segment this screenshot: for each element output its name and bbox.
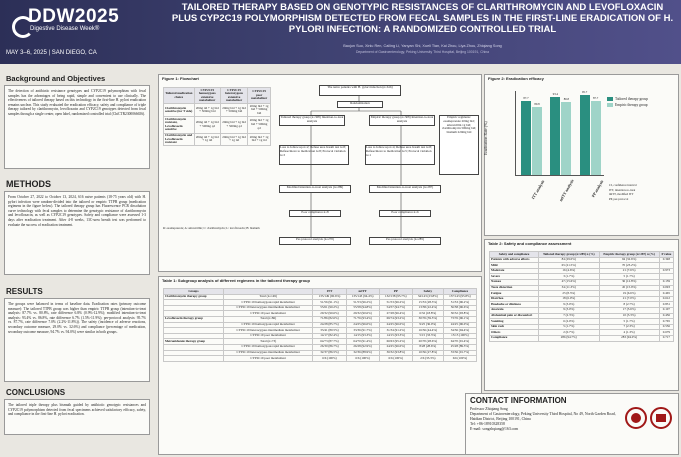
medication-cell: Clarithromycin and Levofloxacin resistant: [165, 133, 193, 145]
safety-cell: 34 (11.3%): [539, 285, 599, 291]
ddw-swirl-icon: [12, 16, 34, 38]
left-column: [4, 74, 150, 435]
subgroup-cell: 60/63 (95.2%): [379, 339, 412, 345]
contact-line: Department of Gastroenterology, Peking University Third Hospital, No 49, North Garden Road, Haidian District, Beijing 100191, China: [470, 412, 616, 421]
medication-cell: Clarithromycin resistant, Levofloxacin sensitive: [164, 117, 195, 133]
subgroup-cell: 10/36 (27.8%): [412, 350, 443, 356]
flow-arrows: [159, 75, 481, 271]
subgroup-row: [164, 356, 477, 362]
medication-cell: 20mg bid + 1g bid + 1g tid: [248, 133, 271, 146]
subgroup-cell: 6/6 (100%): [346, 356, 379, 362]
flow-empiric-compliance: Poor compliance n=6: [379, 210, 431, 217]
chart-bar-label: 86.8: [563, 97, 569, 102]
subgroup-cell: 6/6 (100%): [443, 356, 476, 362]
safety-cell: 84 (29.0%): [539, 257, 599, 263]
contact-line: Tel: +86-18910328358: [470, 422, 505, 426]
subgroup-table: [163, 288, 477, 362]
safety-cell: 5 (1.7%): [599, 319, 659, 325]
safety-cell: 36 (12.8%): [599, 279, 659, 285]
safety-cell: Taste distortion: [490, 285, 539, 291]
chart-legend-label: Empiric therapy group: [615, 103, 648, 107]
subgroup-cell: 24/25 (96.0%): [379, 344, 412, 350]
subgroup-cell: 15/15 (100%): [443, 333, 476, 339]
chart-legend-item: [607, 97, 677, 101]
medication-cell: 20mg bid + 1g bid + 500mg qd: [248, 117, 271, 133]
subgroup-cell: 30/76 (39.5%): [412, 316, 443, 322]
subgroup-cell: 5/15 (33.3%): [412, 333, 443, 339]
subgroup-cell: 135/149 (90.6%): [313, 294, 346, 300]
safety-cell: 0.679: [659, 330, 673, 336]
flow-enrolled: The naive patients with H. pylori infection (n=616): [319, 85, 401, 96]
chart-x-tick-label: mITT analysis: [558, 178, 576, 203]
subgroup-cell: 30/32 (93.8%): [379, 350, 412, 356]
logo-subtitle: Digestive Disease Week®: [30, 26, 100, 32]
safety-cell: 10 (3.3%): [599, 313, 659, 319]
flow-tailored-itt: Tailored therapy group (n=308) Intention-to-treat analysis: [279, 115, 345, 126]
safety-cell: Nausea: [490, 279, 539, 285]
subgroup-header-cell: Groups: [164, 289, 224, 295]
subgroup-cell: 13/58 (22.4%): [412, 305, 443, 311]
medication-header-cell: CYP2C19 poor metabolizer: [248, 88, 271, 104]
subgroup-cell: CYP2C19 homozygous rapid metabolizer: [223, 300, 313, 306]
subgroup-cell: 71/76 (93.4%): [346, 316, 379, 322]
flow-tailored-loss: Loss to follow-up n=2; Refuse urea breath test n=8; Refuse/move to medication n=8; Protocol violation n=3: [279, 145, 349, 165]
safety-cell: 0.465: [659, 291, 673, 297]
subgroup-cell: 33/41 (80.5%): [313, 328, 346, 334]
poster-title: TAILORED THERAPY BASED ON GENOTYPIC RESISTANCES OF CLARITHROMYCIN AND LEVOFLOXACIN PLUS CYP2C19 POLYMORPHISM DETECTED FROM FECAL SAMPLES IN THE FIRST-LINE ERADICATION OF H. PYLORI INFECTION: A RANDOMIZED CONTROLLED TRIAL: [171, 2, 674, 35]
safety-cell: Patients with adverse effects: [490, 257, 539, 263]
chart-bar-label: 95.7: [582, 89, 588, 94]
flow-empiric-regimen: Empiric regimens: esomeprazole 20mg bid; amoxicillin 1g bid; clarithromycin 500mg bid; bismuth 220mg bid: [439, 115, 479, 175]
subgroup-cell: 56/58 (96.6%): [443, 305, 476, 311]
conclusions-heading: CONCLUSIONS: [6, 388, 66, 397]
flow-empiric-pp: Per-protocol analysis (n=285): [369, 237, 441, 245]
medication-cell: 20mg bid + 1g bid + 500mg bid: [220, 104, 247, 117]
safety-cell: Anorexia: [490, 307, 539, 313]
subgroup-header-cell: mITT: [346, 289, 379, 295]
subgroup-cell: 6/6 (100%): [313, 356, 346, 362]
safety-cell: 6 (2.0%): [539, 319, 599, 325]
medication-cell: 20mg bid + 1g bid + 500mg qd: [220, 117, 247, 133]
safety-cell: 65 (21.5%): [539, 263, 599, 269]
subgroup-cell: 24/25 (96.0%): [443, 322, 476, 328]
subgroup-cell: CYP2C19 homozygous rapid metabolizer: [223, 344, 313, 350]
subgroup-cell: 14/15 (93.3%): [379, 333, 412, 339]
safety-cell: 7 (2.3%): [539, 313, 599, 319]
safety-cell: 286 (94.7%): [539, 335, 599, 341]
chart-legend-item: [607, 103, 677, 107]
subgroup-cell: Total (n=86): [223, 316, 313, 322]
subgroup-cell: 8/28 (28.6%): [412, 344, 443, 350]
subgroup-panel: [158, 276, 482, 455]
safety-cell: 21 (7.0%): [599, 296, 659, 302]
safety-cell: 5 (1.7%): [539, 324, 599, 330]
subgroup-cell: 51/53 (96.2%): [443, 300, 476, 306]
background-text: The detection of antibiotic resistance genotypes and CYP2C19 polymorphism with fecal samples has the advantages of being rapid, simple and convenient to use clinically. The effectiveness of tailored therapy based on this technology in the first-line H. pylori eradication remains unclear. This study evaluated the eradication efficacy, safety and compliance of triple therapy tailored by clarithromycin, levofloxacin and CYP2C19 genotypes detected from fecal samples through a single center, open label, randomized controlled trial (ChiCTR2300066656).: [4, 85, 150, 169]
safety-cell: Fatigue: [490, 291, 539, 297]
chart-bar-label: 87.7: [523, 96, 529, 101]
ddw-logo: [6, 6, 119, 56]
safety-cell: 94 (32.6%): [599, 257, 659, 263]
subgroup-cell: 15/53 (28.3%): [412, 300, 443, 306]
flowchart-title: Figure 1: Flowchart: [162, 76, 199, 81]
contact-lines: [470, 407, 620, 432]
subgroup-cell: 32/37 (86.5%): [313, 350, 346, 356]
background-heading: Background and Objectives: [6, 74, 106, 83]
subgroup-title: Table 1: Subgroup analysis of different regimens in the tailored therapy group: [162, 278, 310, 283]
chart-legend: [607, 97, 677, 109]
chart-legend-swatch: [607, 103, 613, 107]
chart-bar-label: 93.4: [552, 91, 558, 96]
subgroup-cell: 30/32 (93.8%): [443, 311, 476, 317]
safety-cell: 2 (0.7%): [539, 330, 599, 336]
chart-bar: [561, 102, 571, 175]
conclusions-text: The tailored triple therapy plus bismuth guided by antibiotic genotypic resistances and CYP2C19 polymorphism detected from fecal specimens achieved satisfactory efficacy, safety, and compliance in the first-line H. pylori eradication.: [4, 399, 150, 435]
chart-annotation: mITT, modified ITT: [609, 192, 634, 197]
subgroup-cell: 33/36 (91.7%): [443, 350, 476, 356]
safety-cell: Skin rash: [490, 324, 539, 330]
subgroup-cell: 34/36 (94.4%): [443, 328, 476, 334]
contact-line: E-mail: songzhqiang@163.com: [470, 427, 519, 431]
safety-cell: 0.612: [659, 296, 673, 302]
subgroup-cell: 64/70 (91.4%): [443, 339, 476, 345]
contact-panel: [465, 393, 679, 455]
subgroup-cell: 51/53 (96.2%): [379, 300, 412, 306]
subgroup-cell: 6/32 (18.8%): [412, 311, 443, 317]
subgroup-cell: 9/25 (36.0%): [412, 322, 443, 328]
safety-cell: 9 (3.0%): [539, 307, 599, 313]
medication-header-cell: CYP2C19 homozygous extensive metabolizer: [194, 88, 220, 104]
subgroup-cell: 14/15 (93.3%): [346, 333, 379, 339]
medication-cell: 20mg tid + 1g bid + 500mg qd: [194, 117, 220, 133]
safety-cell: 70 (23.2%): [599, 263, 659, 269]
safety-cell: 45 (15.9%): [599, 285, 659, 291]
subgroup-cell: Clarithromycin therapy group: [164, 294, 224, 300]
safety-cell: 17 (5.6%): [599, 307, 659, 313]
chart-bar: [550, 97, 560, 175]
subgroup-cell: CYP2C19 heterozygous intermediate metabolizer: [223, 350, 313, 356]
safety-cell: 25 (8.3%): [539, 291, 599, 297]
poster-affiliation: Department of Gastroenterology, Peking University Third Hospital, Beijing 100191, China: [355, 50, 490, 54]
safety-cell: 5 (1.7%): [599, 274, 659, 280]
flow-empiric-loss: Loss to follow-up n=4; Refuse urea breath test n=8; Refuse/move to medication n=5; Protocol violation n=1: [365, 145, 435, 165]
subgroup-cell: 73/76 (96.1%): [443, 316, 476, 322]
safety-cell: 7 (2.3%): [599, 324, 659, 330]
safety-cell: 19 (6.6%): [599, 291, 659, 297]
flowchart-panel: [158, 74, 482, 272]
chart-title: Figure 2: Eradication efficacy: [488, 76, 544, 81]
subgroup-cell: 32/36 (88.9%): [346, 350, 379, 356]
methods-text: From October 27, 2022 to October 13, 2024, 616 naive patients (18-75 years old) with H. pylori infection were random-divided into the tailored or empiric TTPB group (medication regimens in the figure below). The tailored therapy group has Fluorescence PCR dissolution curve technology with fecal samples to determine the genotypic resistance of clarithromycin and levofloxacin, as well as CYP2C19 genotypes. Safety and compliance were assessed 1-3 days after eradication treatment. After 4-8 weeks, 13C-urea breath test was performed to evaluate the success of eradication treatment.: [4, 191, 150, 275]
contact-line: Professor Zhiqiang Song: [470, 407, 508, 411]
safety-cell: Others: [490, 330, 539, 336]
subgroup-cell: CYP2C19 heterozygous intermediate metabolizer: [223, 305, 313, 311]
subgroup-cell: Total (n=149): [223, 294, 313, 300]
subgroup-cell: 20/70 (28.6%): [412, 339, 443, 345]
subgroup-cell: 71/86 (82.6%): [313, 316, 346, 322]
subgroup-cell: 64/73 (87.7%): [313, 339, 346, 345]
subgroup-cell: 64/70 (91.4%): [346, 339, 379, 345]
poster-authors: Baojun Suo, Xinlu Ren, Cailing Li, Yanyan Shi, Xueli Tian, Kai Zhou, Liya Zhou, Zhiqiang Song: [343, 44, 502, 48]
subgroup-cell: 6/6 (100%): [379, 356, 412, 362]
subgroup-cell: 132/138 (95.7%): [379, 294, 412, 300]
safety-cell: 0.973: [659, 268, 673, 274]
methods-heading: METHODS: [6, 179, 51, 189]
flow-tailored-pp: Per-protocol analysis (n=270): [279, 237, 351, 245]
safety-cell: Compliance: [490, 335, 539, 341]
safety-cell: 0.765: [659, 319, 673, 325]
chart-bar: [580, 95, 590, 175]
safety-cell: Abdominal pain or discomfort: [490, 313, 539, 319]
medication-cell: 20mg tid + 1g bid + 500mg bid: [194, 104, 220, 117]
subgroup-cell: CYP2C19 poor metabolizer: [223, 356, 313, 362]
safety-cell: Moderate: [490, 268, 539, 274]
university-seal-center-icon: [656, 414, 666, 422]
chart-y-label: Eradication Rate (%): [483, 121, 488, 155]
subgroup-cell: 33/36 (91.7%): [346, 328, 379, 334]
subgroup-cell: 24/28 (85.7%): [313, 322, 346, 328]
subgroup-cell: Metronidazole therapy group: [164, 339, 224, 345]
flow-empiric-itt: Empiric therapy group (n=308) Intention-to-treat analysis: [369, 115, 435, 126]
subgroup-cell: CYP2C19 poor metabolizer: [223, 333, 313, 339]
results-heading: RESULTS: [6, 287, 43, 296]
flow-empiric-mitt: Modified intention-to-treat analysis (n=287): [369, 185, 441, 193]
safety-cell: Headache or dizziness: [490, 302, 539, 308]
logo-text: DDW2025: [28, 6, 120, 27]
subgroup-cell: [164, 356, 224, 362]
chart-plot-area: [515, 91, 604, 176]
medication-cell: 20mg bid + 1g bid + 500mg bid: [248, 104, 271, 117]
safety-row: [490, 335, 674, 341]
flow-tailored-mitt: Modified intention-to-treat analysis (n=289): [279, 185, 351, 193]
safety-header-cell: P value: [659, 252, 673, 258]
chart-bar: [521, 101, 531, 175]
safety-header-cell: Tailored therapy group (n=289) n (%): [539, 252, 599, 258]
medication-note: R: esomeprazole; A: amoxicillin; C: clarithromycin; L: levofloxacin; B: bismuth: [163, 226, 260, 230]
chart-bar: [532, 107, 542, 175]
chart-legend-swatch: [607, 97, 613, 101]
safety-cell: 0.348: [659, 257, 673, 263]
safety-cell: 0.093: [659, 285, 673, 291]
subgroup-cell: 55/61 (90.2%): [313, 305, 346, 311]
safety-cell: 0.556: [659, 324, 673, 330]
subgroup-cell: 27/28 (96.4%): [379, 311, 412, 317]
flow-tailored-compliance: Poor compliance n=8: [289, 210, 341, 217]
safety-header-cell: Empiric therapy group (n=287) n (%): [599, 252, 659, 258]
subgroup-cell: CYP2C19 homozygous rapid metabolizer: [223, 322, 313, 328]
subgroup-cell: 2/6 (33.3%): [412, 356, 443, 362]
chart-x-tick-label: ITT analysis: [530, 179, 546, 201]
safety-cell: 0.831: [659, 302, 673, 308]
medication-cell: Clarithromycin sensitive (for T side): [164, 104, 195, 117]
safety-cell: 4 (1.3%): [599, 330, 659, 336]
safety-cell: 47 (15.6%): [539, 279, 599, 285]
safety-cell: Vomiting: [490, 319, 539, 325]
medication-header-cell: Tailored medication choice: [164, 88, 195, 104]
subgroup-header-cell: PP: [379, 289, 412, 295]
subgroup-cell: 26/28 (92.9%): [346, 344, 379, 350]
safety-cell: 21 (7.6%): [599, 268, 659, 274]
subgroup-cell: 29/32 (90.6%): [313, 311, 346, 317]
medication-cell: 20mg bid + 1g bid + 1g tid: [220, 133, 247, 146]
subgroup-cell: 16/36 (44.4%): [412, 328, 443, 334]
subgroup-cell: 137/143 (95.8%): [443, 294, 476, 300]
safety-cell: Severe: [490, 274, 539, 280]
subgroup-cell: 24/25 (96.0%): [379, 322, 412, 328]
chart-annotation: PP, per-protocol: [609, 196, 629, 201]
subgroup-cell: 14/17 (82.4%): [313, 333, 346, 339]
subgroup-cell: 34/143 (23.8%): [412, 294, 443, 300]
chart-annotations: [609, 183, 675, 201]
subgroup-cell: 26/30 (86.7%): [313, 344, 346, 350]
medication-header-cell: CYP2C19 heterozygous extensive metabolizer: [220, 88, 247, 104]
flow-randomization: Randomization: [337, 101, 383, 108]
subgroup-cell: 29/32 (90.6%): [346, 311, 379, 317]
results-text: The groups were balanced in terms of baseline data. Eradication rates (primary outcome measure): The tailored TTPB group was higher than empiric TTPB group (intention-to-treat analysis: 87.7% vs. 80.8%, rate difference 6.8% (0.9%-12.9%); modified intention-to-treat analysis: 93.4% vs. 86.8%, rate difference 6.7% (1.5%-11.9%); per-protocol analysis: 95.7% vs. 87.7%, rate difference 7.0% (2.2%-11.8%)). The safety (incidence of adverse reactions, secondary outcome measure, 29.0% vs. 32.6%) and compliance (percentage of medication, secondary outcome measure, 94.7% vs. 94.0%) were similar in both groups.: [4, 298, 150, 382]
safety-cell: 0.107: [659, 307, 673, 313]
safety-panel: [484, 239, 679, 391]
safety-cell: 0.456: [659, 313, 673, 319]
chart-x-tick-label: PP analysis: [590, 179, 604, 199]
safety-cell: Mild: [490, 263, 539, 269]
chart-annotation: CI, confidence interval: [609, 183, 637, 187]
safety-cell: 18 (6.0%): [539, 296, 599, 302]
subgroup-cell: 24/25 (96.0%): [346, 322, 379, 328]
subgroup-cell: CYP2C19 poor metabolizer: [223, 311, 313, 317]
subgroup-cell: 25/28 (89.3%): [443, 344, 476, 350]
subgroup-cell: 54/57 (94.7%): [379, 305, 412, 311]
subgroup-header-cell: ITT: [313, 289, 346, 295]
subgroup-cell: 69/74 (93.2%): [379, 316, 412, 322]
safety-cell: 9 (3.0%): [539, 302, 599, 308]
chart-legend-label: Tailored therapy group: [615, 97, 648, 101]
contact-heading: CONTACT INFORMATION: [470, 396, 567, 405]
chart-bar-label: 80.8: [534, 102, 540, 107]
chart-bar: [591, 101, 601, 175]
subgroup-cell: 135/143 (94.4%): [346, 294, 379, 300]
chart-bar-label: 87.7: [593, 96, 599, 101]
safety-table: [489, 251, 674, 342]
subgroup-cell: CYP2C19 heterozygous intermediate metabolizer: [223, 328, 313, 334]
chart-annotation: ITT, intention-to-treat: [609, 187, 636, 192]
university-logos: [624, 406, 674, 430]
medication-cell: 20mg tid + 1g bid + 1g tid: [194, 133, 220, 146]
safety-cell: 16 (4.6%): [539, 268, 599, 274]
safety-cell: 283 (94.0%): [599, 335, 659, 341]
safety-cell: 0.717: [659, 335, 673, 341]
safety-cell: Diarrhea: [490, 296, 539, 302]
subgroup-cell: 31/34 (91.2%): [379, 328, 412, 334]
hospital-seal-center-icon: [631, 413, 641, 423]
safety-cell: 3 (1.7%): [539, 274, 599, 280]
safety-cell: 0.159: [659, 279, 673, 285]
chart-x-labels: [515, 177, 603, 207]
safety-header-cell: Safety and compliance: [490, 252, 539, 258]
subgroup-header-cell: Compliance: [443, 289, 476, 295]
subgroup-header-cell: Safety: [412, 289, 443, 295]
safety-cell: 8 (2.7%): [599, 302, 659, 308]
subgroup-cell: 55/58 (94.8%): [346, 305, 379, 311]
poster-header: [0, 0, 681, 64]
subgroup-cell: Total (n=73): [223, 339, 313, 345]
chart-panel: [484, 74, 679, 236]
subgroup-cell: 51/56 (91.1%): [313, 300, 346, 306]
conference-dates: MAY 3–6, 2025 | SAN DIEGO, CA: [6, 50, 97, 56]
subgroup-cell: Levofloxacin therapy group: [164, 316, 224, 322]
safety-title: Table 2: Safety and compliance assessment: [488, 241, 572, 246]
subgroup-cell: 51/53 (96.2%): [346, 300, 379, 306]
